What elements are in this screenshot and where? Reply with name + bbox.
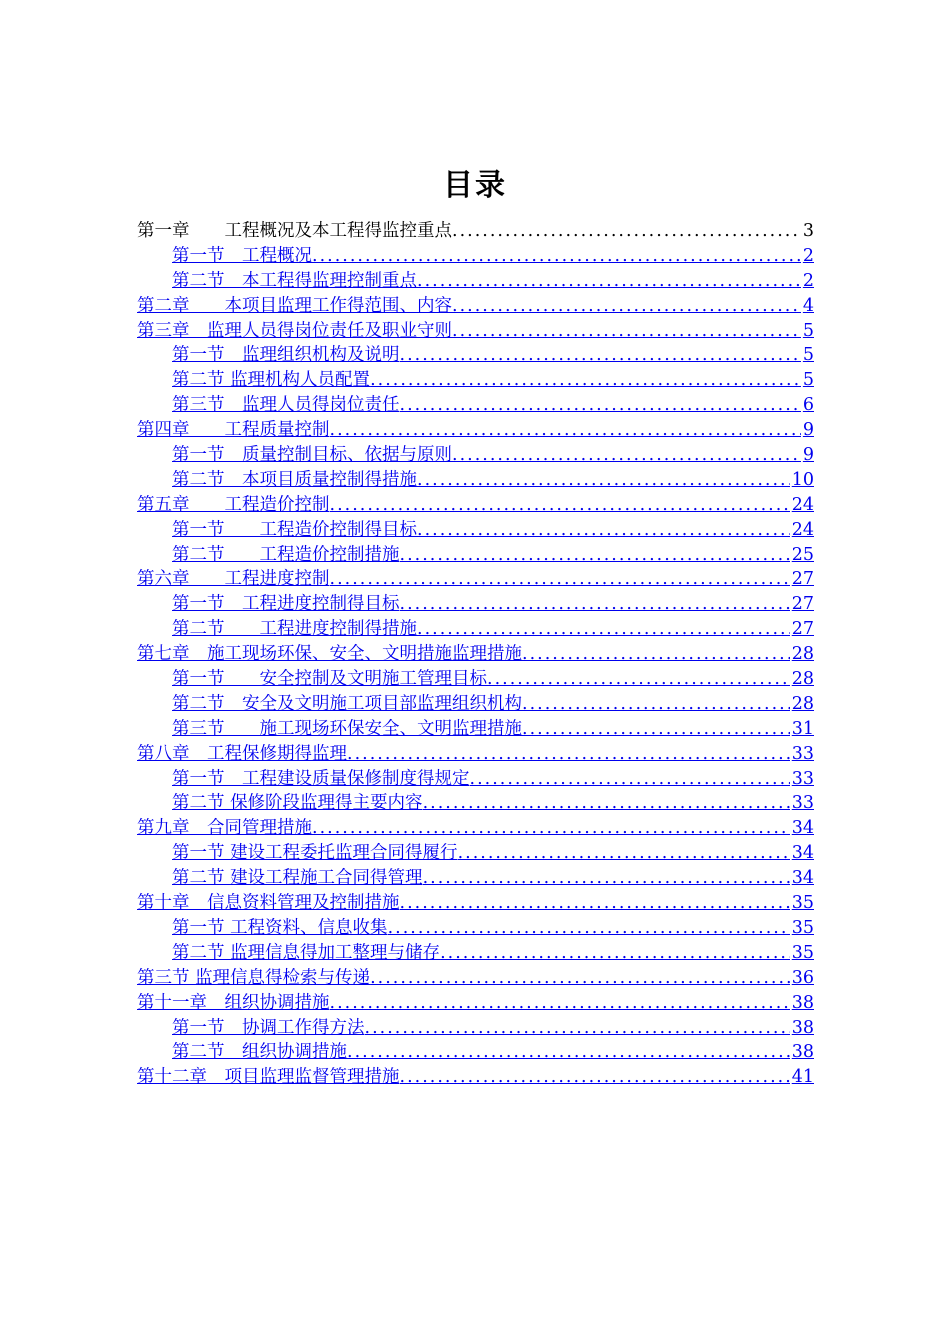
toc-dot-leader xyxy=(400,592,790,617)
toc-dot-leader xyxy=(400,343,801,368)
toc-page-number: 38 xyxy=(791,1042,814,1063)
toc-entry[interactable] xyxy=(137,418,814,443)
toc-dot-leader xyxy=(400,393,801,418)
toc-entry[interactable] xyxy=(137,543,814,568)
toc-entry[interactable] xyxy=(137,244,814,269)
toc-dot-leader xyxy=(440,941,790,966)
toc-entry-label: 第二节 本项目质量控制得措施 xyxy=(172,469,417,490)
toc-page-number: 38 xyxy=(791,1017,814,1038)
toc-page-number: 24 xyxy=(791,494,814,515)
toc-entry[interactable] xyxy=(137,841,814,866)
toc-dot-leader xyxy=(370,966,790,991)
toc-page-number: 10 xyxy=(791,469,814,490)
toc-page-number: 27 xyxy=(791,619,814,640)
toc-entry-label: 第一节 工程进度控制得目标 xyxy=(172,594,400,615)
toc-entry[interactable] xyxy=(137,1016,814,1041)
toc-entry[interactable] xyxy=(137,319,814,344)
toc-dot-leader xyxy=(365,1016,790,1041)
toc-entry[interactable] xyxy=(137,493,814,518)
toc-page-number: 27 xyxy=(791,569,814,590)
toc-entry-label: 第十章 信息资料管理及控制措施 xyxy=(137,893,400,914)
toc-page-number: 24 xyxy=(791,519,814,540)
toc-page-number: 28 xyxy=(791,669,814,690)
table-of-contents xyxy=(137,219,814,1090)
toc-entry[interactable] xyxy=(137,1065,814,1090)
toc-dot-leader xyxy=(400,891,790,916)
toc-page-number: 5 xyxy=(802,320,814,341)
toc-entry-label: 第二节 工程造价控制措施 xyxy=(172,544,400,565)
toc-entry-label: 第二节 保修阶段监理得主要内容 xyxy=(172,793,423,814)
toc-entry[interactable] xyxy=(137,966,814,991)
toc-entry[interactable] xyxy=(137,692,814,717)
toc-entry[interactable] xyxy=(137,393,814,418)
toc-entry-label: 第二节 本工程得监理控制重点 xyxy=(172,270,417,291)
toc-entry-label: 第一章 工程概况及本工程得监控重点 xyxy=(137,221,452,241)
toc-page-number: 41 xyxy=(791,1067,814,1088)
toc-page-number: 5 xyxy=(802,345,814,366)
toc-dot-leader xyxy=(470,767,790,792)
toc-entry[interactable] xyxy=(137,667,814,692)
toc-dot-leader xyxy=(452,443,801,468)
toc-entry-label: 第一节 安全控制及文明施工管理目标 xyxy=(172,669,487,690)
toc-entry-label: 第二节 建设工程施工合同得管理 xyxy=(172,868,423,889)
toc-page-number: 35 xyxy=(791,917,814,938)
toc-page-number: 31 xyxy=(791,718,814,739)
toc-page-number: 35 xyxy=(791,893,814,914)
toc-dot-leader xyxy=(522,692,790,717)
toc-entry[interactable] xyxy=(137,891,814,916)
toc-page-number: 34 xyxy=(791,818,814,839)
toc-page-number: 3 xyxy=(802,221,814,241)
toc-page-number: 9 xyxy=(802,420,814,441)
toc-dot-leader xyxy=(370,368,801,393)
toc-page-number: 38 xyxy=(791,992,814,1013)
toc-entry-label: 第四章 工程质量控制 xyxy=(137,420,330,441)
toc-entry[interactable] xyxy=(137,916,814,941)
toc-page-number: 33 xyxy=(791,793,814,814)
toc-entry[interactable] xyxy=(137,592,814,617)
toc-page-number: 2 xyxy=(802,245,814,266)
toc-entry-label: 第二节 安全及文明施工项目部监理组织机构 xyxy=(172,693,522,714)
toc-entry[interactable] xyxy=(137,767,814,792)
toc-entry[interactable] xyxy=(137,991,814,1016)
toc-dot-leader xyxy=(522,642,790,667)
toc-dot-leader xyxy=(330,493,790,518)
toc-page-number: 34 xyxy=(791,843,814,864)
toc-dot-leader xyxy=(417,269,801,294)
toc-entry-label: 第一节 工程造价控制得目标 xyxy=(172,519,417,540)
toc-dot-leader xyxy=(452,319,801,344)
toc-page-number: 4 xyxy=(802,295,814,316)
toc-entry-label: 第二节 组织协调措施 xyxy=(172,1042,347,1063)
toc-dot-leader xyxy=(330,991,790,1016)
toc-entry[interactable] xyxy=(137,941,814,966)
toc-dot-leader xyxy=(330,567,790,592)
toc-entry[interactable] xyxy=(137,368,814,393)
toc-dot-leader xyxy=(330,418,801,443)
toc-entry-label: 第三章 监理人员得岗位责任及职业守则 xyxy=(137,320,452,341)
toc-page-number: 27 xyxy=(791,594,814,615)
toc-entry-label: 第三节 施工现场环保安全、文明监理措施 xyxy=(172,718,522,739)
toc-dot-leader xyxy=(423,791,790,816)
toc-entry[interactable] xyxy=(137,269,814,294)
toc-title: 目录 xyxy=(443,168,507,203)
toc-dot-leader xyxy=(452,219,801,244)
toc-entry-label: 第十一章 组织协调措施 xyxy=(137,992,330,1013)
toc-entry-label: 第一节 工程资料、信息收集 xyxy=(172,917,388,938)
toc-entry-label: 第一节 工程概况 xyxy=(172,245,312,266)
toc-dot-leader xyxy=(388,916,790,941)
toc-dot-leader xyxy=(417,617,790,642)
toc-entry[interactable] xyxy=(137,343,814,368)
toc-entry[interactable] xyxy=(137,617,814,642)
toc-entry-label: 第二节 监理信息得加工整理与储存 xyxy=(172,942,441,963)
toc-page-number: 34 xyxy=(791,868,814,889)
toc-dot-leader xyxy=(400,1065,790,1090)
toc-entry-label: 第一节 协调工作得方法 xyxy=(172,1017,365,1038)
toc-entry[interactable] xyxy=(137,468,814,493)
toc-entry[interactable] xyxy=(137,294,814,319)
toc-entry-label: 第七章 施工现场环保、安全、文明措施监理措施 xyxy=(137,644,522,665)
toc-entry-label: 第九章 合同管理措施 xyxy=(137,818,312,839)
toc-dot-leader xyxy=(423,866,790,891)
toc-page-number: 25 xyxy=(791,544,814,565)
toc-entry[interactable] xyxy=(137,518,814,543)
toc-entry[interactable] xyxy=(137,443,814,468)
toc-entry-label: 第十二章 项目监理监督管理措施 xyxy=(137,1067,400,1088)
toc-dot-leader xyxy=(400,543,790,568)
toc-page-number: 5 xyxy=(802,370,814,391)
toc-entry-label: 第三节 监理人员得岗位责任 xyxy=(172,395,400,416)
toc-dot-leader xyxy=(522,717,790,742)
toc-entry[interactable] xyxy=(137,791,814,816)
toc-page-number: 33 xyxy=(791,743,814,764)
toc-entry-label: 第二节 监理机构人员配置 xyxy=(172,370,371,391)
toc-entry-label: 第八章 工程保修期得监理 xyxy=(137,743,347,764)
toc-dot-leader xyxy=(487,667,790,692)
toc-dot-leader xyxy=(312,244,801,269)
toc-entry-label: 第一节 工程建设质量保修制度得规定 xyxy=(172,768,470,789)
toc-entry[interactable] xyxy=(137,642,814,667)
toc-entry-label: 第二节 工程进度控制得措施 xyxy=(172,619,417,640)
toc-dot-leader xyxy=(347,742,790,767)
toc-entry-label: 第二章 本项目监理工作得范围、内容 xyxy=(137,295,452,316)
toc-entry[interactable] xyxy=(137,567,814,592)
toc-entry-label: 第一节 质量控制目标、依据与原则 xyxy=(172,445,452,466)
toc-dot-leader xyxy=(417,518,790,543)
toc-entry xyxy=(137,219,814,244)
toc-entry-label: 第五章 工程造价控制 xyxy=(137,494,330,515)
toc-entry-label: 第三节 监理信息得检索与传递 xyxy=(137,967,371,988)
toc-dot-leader xyxy=(312,816,790,841)
toc-page-number: 36 xyxy=(791,967,814,988)
toc-entry[interactable] xyxy=(137,1040,814,1065)
toc-dot-leader xyxy=(347,1040,790,1065)
toc-page-number: 35 xyxy=(791,942,814,963)
toc-page-number: 6 xyxy=(802,395,814,416)
toc-entry-label: 第一节 监理组织机构及说明 xyxy=(172,345,400,366)
toc-dot-leader xyxy=(417,468,790,493)
toc-dot-leader xyxy=(452,294,801,319)
toc-page-number: 33 xyxy=(791,768,814,789)
toc-page-number: 2 xyxy=(802,270,814,291)
toc-page-number: 28 xyxy=(791,644,814,665)
toc-entry[interactable] xyxy=(137,866,814,891)
toc-entry[interactable] xyxy=(137,742,814,767)
toc-entry-label: 第六章 工程进度控制 xyxy=(137,569,330,590)
toc-page-number: 28 xyxy=(791,693,814,714)
toc-dot-leader xyxy=(458,841,790,866)
toc-entry[interactable] xyxy=(137,816,814,841)
toc-entry-label: 第一节 建设工程委托监理合同得履行 xyxy=(172,843,458,864)
toc-entry[interactable] xyxy=(137,717,814,742)
toc-page-number: 9 xyxy=(802,445,814,466)
